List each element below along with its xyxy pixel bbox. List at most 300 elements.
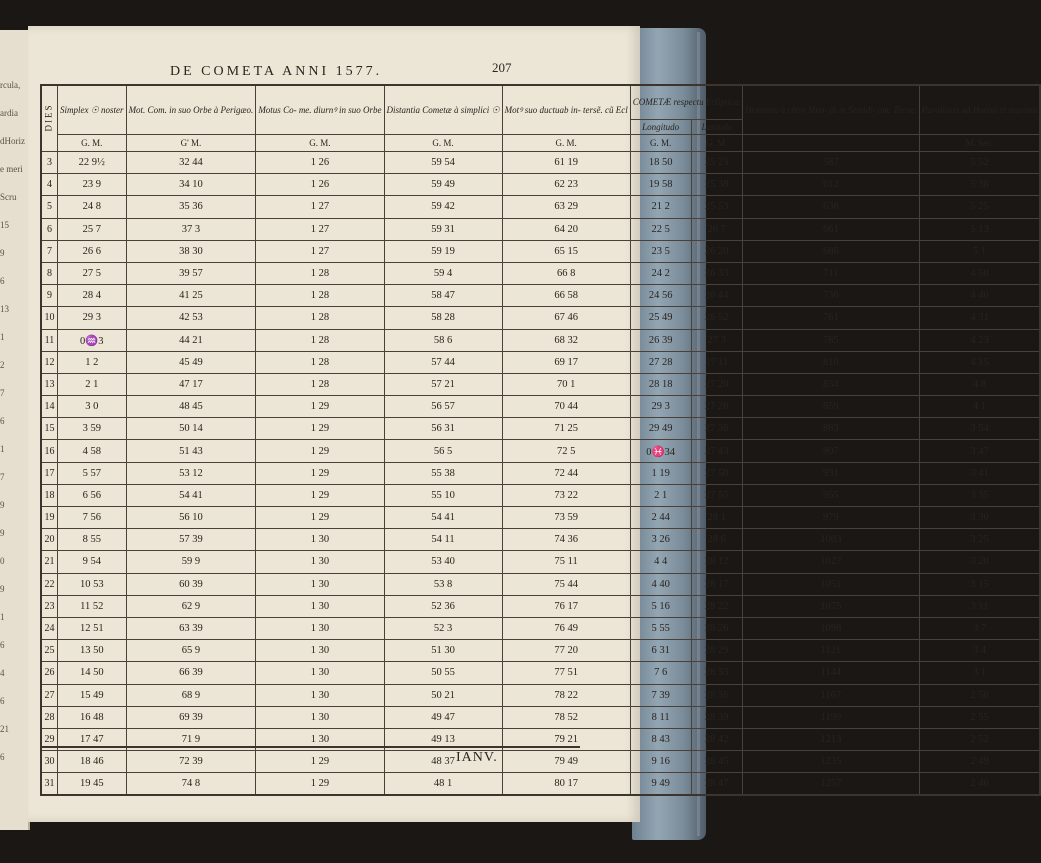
table-cell: 79 49 xyxy=(502,751,630,773)
table-cell: 5 55 xyxy=(630,617,691,639)
day-cell: 8 xyxy=(41,262,58,284)
table-cell: 612 xyxy=(742,174,919,196)
table-cell: 1121 xyxy=(742,640,919,662)
left-page-fragment: 0 xyxy=(0,556,5,566)
table-cell: 69 39 xyxy=(126,706,256,728)
table-cell: 3 11 xyxy=(919,595,1040,617)
table-cell: 54 41 xyxy=(126,484,256,506)
table-cell: 17 47 xyxy=(58,728,127,750)
table-cell: 28 42 xyxy=(691,728,742,750)
table-cell: 4 40 xyxy=(919,285,1040,307)
table-cell: 3 30 xyxy=(919,507,1040,529)
table-cell: 26 20 xyxy=(691,240,742,262)
table-cell: 3 15 xyxy=(919,573,1040,595)
table-cell: 1 28 xyxy=(256,373,384,395)
table-row xyxy=(41,240,1040,262)
left-page-fragment: 15 xyxy=(0,220,9,230)
table-cell: 47 17 xyxy=(126,373,256,395)
table-cell: 26 39 xyxy=(630,329,691,351)
table-cell: 11 52 xyxy=(58,595,127,617)
left-page-fragment: 7 xyxy=(0,472,5,482)
table-row xyxy=(41,617,1040,639)
day-cell: 5 xyxy=(41,196,58,218)
table-cell: 26 6 xyxy=(58,240,127,262)
table-cell: 24 8 xyxy=(58,196,127,218)
table-cell: 55 38 xyxy=(384,462,502,484)
table-cell: 78 52 xyxy=(502,706,630,728)
table-row xyxy=(41,595,1040,617)
table-row xyxy=(41,262,1040,284)
table-cell: 12 51 xyxy=(58,617,127,639)
left-page-fragment: 6 xyxy=(0,752,5,762)
table-cell: 26 33 xyxy=(691,262,742,284)
table-cell: 59 54 xyxy=(384,152,502,174)
table-cell: 59 42 xyxy=(384,196,502,218)
table-cell: 58 6 xyxy=(384,329,502,351)
table-cell: 25 49 xyxy=(630,307,691,329)
table-cell: 3 54 xyxy=(919,418,1040,440)
table-cell: 1144 xyxy=(742,662,919,684)
table-cell: 25 38 xyxy=(691,174,742,196)
table-cell: 29 3 xyxy=(58,307,127,329)
left-page-fragment: 9 xyxy=(0,248,5,258)
left-page-fragment: rcula, xyxy=(0,80,21,90)
table-cell: 3 35 xyxy=(919,484,1040,506)
table-cell: 28 6 xyxy=(691,529,742,551)
table-cell: 74 8 xyxy=(126,773,256,796)
table-cell: 7 39 xyxy=(630,684,691,706)
left-page-fragment: 4 xyxy=(0,668,5,678)
table-cell: 0♒3 xyxy=(58,329,127,351)
table-cell: 27 36 xyxy=(691,418,742,440)
table-cell: 1 27 xyxy=(256,240,384,262)
table-cell: 3 20 xyxy=(919,551,1040,573)
day-cell: 15 xyxy=(41,418,58,440)
table-cell: 57 21 xyxy=(384,373,502,395)
day-cell: 26 xyxy=(41,662,58,684)
unit-cell: G. M. xyxy=(502,135,630,152)
table-row xyxy=(41,706,1040,728)
table-cell: 28 12 xyxy=(691,551,742,573)
table-row xyxy=(41,640,1040,662)
table-row xyxy=(41,684,1040,706)
unit-cell: G. M. xyxy=(691,135,742,152)
table-cell: 27 50 xyxy=(691,462,742,484)
table-cell: 3 4 xyxy=(919,640,1040,662)
day-cell: 23 xyxy=(41,595,58,617)
left-page-fragment: 9 xyxy=(0,584,5,594)
table-cell: 27 28 xyxy=(630,351,691,373)
table-cell: 18 46 xyxy=(58,751,127,773)
day-cell: 20 xyxy=(41,529,58,551)
unit-cell: G. M. xyxy=(384,135,502,152)
table-cell: 28 1 xyxy=(691,507,742,529)
left-page-edge xyxy=(0,30,30,830)
left-page-fragment: Scru xyxy=(0,192,17,202)
catchword: IANV. xyxy=(456,750,498,765)
table-cell: 78 22 xyxy=(502,684,630,706)
table-row xyxy=(41,196,1040,218)
table-cell: 1 29 xyxy=(256,751,384,773)
page-number: 207 xyxy=(492,60,512,75)
header-latitudo: Latitudo xyxy=(691,120,742,135)
table-cell: 27 3 xyxy=(691,329,742,351)
table-cell: 5 38 xyxy=(919,174,1040,196)
table-cell: 58 28 xyxy=(384,307,502,329)
unit-cell: G. M. xyxy=(630,135,691,152)
table-row xyxy=(41,484,1040,506)
table-cell: 4 50 xyxy=(919,262,1040,284)
table-cell: 711 xyxy=(742,262,919,284)
table-cell: 1003 xyxy=(742,529,919,551)
left-page-fragment: 1 xyxy=(0,332,5,342)
day-cell: 28 xyxy=(41,706,58,728)
table-cell: 8 43 xyxy=(630,728,691,750)
day-cell: 11 xyxy=(41,329,58,351)
table-cell: 65 15 xyxy=(502,240,630,262)
table-cell: 883 xyxy=(742,418,919,440)
table-cell: 5 52 xyxy=(919,152,1040,174)
table-cell: 26 52 xyxy=(691,307,742,329)
table-cell: 1 30 xyxy=(256,595,384,617)
table-cell: 27 5 xyxy=(58,262,127,284)
table-cell: 26 44 xyxy=(691,285,742,307)
table-cell: 49 47 xyxy=(384,706,502,728)
table-row xyxy=(41,751,1040,773)
table-cell: 27 43 xyxy=(691,440,742,462)
table-cell: 979 xyxy=(742,507,919,529)
table-cell: 1 29 xyxy=(256,418,384,440)
left-page-fragment: 9 xyxy=(0,528,5,538)
table-cell: 27 55 xyxy=(691,484,742,506)
table-cell: 1075 xyxy=(742,595,919,617)
units-row xyxy=(41,135,1040,152)
header-parallaxis: Parallaxis ad Horizõ tẽ maxima xyxy=(919,85,1040,135)
table-cell: 2 1 xyxy=(630,484,691,506)
table-cell: 14 50 xyxy=(58,662,127,684)
table-cell: 4 4 xyxy=(630,551,691,573)
ephemeris-table xyxy=(40,84,1041,796)
table-cell: 61 19 xyxy=(502,152,630,174)
table-cell: 3 26 xyxy=(630,529,691,551)
table-cell: 1 30 xyxy=(256,706,384,728)
header-distantia: Distantia Cometæ à simplici ☉ xyxy=(384,85,502,135)
day-cell: 29 xyxy=(41,728,58,750)
table-row xyxy=(41,218,1040,240)
left-page-fragment: 21 xyxy=(0,724,9,734)
table-cell: 49 13 xyxy=(384,728,502,750)
table-cell: 59 19 xyxy=(384,240,502,262)
table-cell: 1 30 xyxy=(256,529,384,551)
day-cell: 27 xyxy=(41,684,58,706)
table-cell: 8 55 xyxy=(58,529,127,551)
table-cell: 8 11 xyxy=(630,706,691,728)
table-cell: 28 18 xyxy=(630,373,691,395)
left-page-fragment: ardia xyxy=(0,108,18,118)
table-cell: 3 1 xyxy=(919,662,1040,684)
table-cell: 4 8 xyxy=(919,373,1040,395)
table-cell: 1 2 xyxy=(58,351,127,373)
day-cell: 17 xyxy=(41,462,58,484)
table-cell: 56 31 xyxy=(384,418,502,440)
left-page-fragment: dHoriz xyxy=(0,136,25,146)
table-cell: 2 44 xyxy=(630,507,691,529)
table-row xyxy=(41,551,1040,573)
table-row xyxy=(41,307,1040,329)
table-cell: 56 10 xyxy=(126,507,256,529)
table-cell: 73 59 xyxy=(502,507,630,529)
table-cell: 74 36 xyxy=(502,529,630,551)
day-cell: 7 xyxy=(41,240,58,262)
table-cell: 1257 xyxy=(742,773,919,796)
table-cell: 1 29 xyxy=(256,773,384,796)
table-cell: 5 13 xyxy=(919,218,1040,240)
table-cell: 57 39 xyxy=(126,529,256,551)
unit-cell: G' M. xyxy=(126,135,256,152)
header-dies: DIES xyxy=(41,85,58,152)
table-cell: 3 7 xyxy=(919,617,1040,639)
table-cell: 38 30 xyxy=(126,240,256,262)
day-cell: 22 xyxy=(41,573,58,595)
table-cell: 3 41 xyxy=(919,462,1040,484)
table-cell: 27 28 xyxy=(691,396,742,418)
header-distantia-centro: Distantia à cẽtro Mun- di in Semidi- am. Terræ. xyxy=(742,85,919,135)
table-cell: 21 2 xyxy=(630,196,691,218)
table-row xyxy=(41,396,1040,418)
day-cell: 31 xyxy=(41,773,58,796)
table-cell: 53 40 xyxy=(384,551,502,573)
table-cell: 1 27 xyxy=(256,218,384,240)
table-header-row xyxy=(41,85,1040,120)
table-cell: 661 xyxy=(742,218,919,240)
table-cell: 5 57 xyxy=(58,462,127,484)
table-cell: 54 11 xyxy=(384,529,502,551)
table-cell: 45 49 xyxy=(126,351,256,373)
table-cell: 2 58 xyxy=(919,684,1040,706)
table-cell: 6 31 xyxy=(630,640,691,662)
table-cell: 1 28 xyxy=(256,329,384,351)
table-cell: 72 5 xyxy=(502,440,630,462)
table-cell: 32 44 xyxy=(126,152,256,174)
left-page-fragment: 1 xyxy=(0,612,5,622)
table-cell: 29 3 xyxy=(630,396,691,418)
table-cell: 1213 xyxy=(742,728,919,750)
table-cell: 55 10 xyxy=(384,484,502,506)
table-row xyxy=(41,507,1040,529)
table-cell: 68 32 xyxy=(502,329,630,351)
header-motus-ductus: Motꝰ suo ductuab in- tersẽ. cũ Ecl xyxy=(502,85,630,135)
table-cell: 51 30 xyxy=(384,640,502,662)
left-page-fragment: 6 xyxy=(0,416,5,426)
table-cell: 761 xyxy=(742,307,919,329)
table-cell: 636 xyxy=(742,196,919,218)
table-cell: 28 29 xyxy=(691,640,742,662)
table-cell: 66 58 xyxy=(502,285,630,307)
table-cell: 50 14 xyxy=(126,418,256,440)
table-cell: 1 30 xyxy=(256,551,384,573)
table-cell: 62 9 xyxy=(126,595,256,617)
table-cell: 35 36 xyxy=(126,196,256,218)
day-cell: 4 xyxy=(41,174,58,196)
table-row xyxy=(41,662,1040,684)
table-row xyxy=(41,152,1040,174)
table-cell: 72 39 xyxy=(126,751,256,773)
table-cell: 19 58 xyxy=(630,174,691,196)
table-cell: 22 5 xyxy=(630,218,691,240)
table-cell: 1 29 xyxy=(256,396,384,418)
table-cell: 1 27 xyxy=(256,196,384,218)
day-cell: 13 xyxy=(41,373,58,395)
table-cell: 34 10 xyxy=(126,174,256,196)
table-cell: 7 56 xyxy=(58,507,127,529)
table-cell: 587 xyxy=(742,152,919,174)
table-cell: 28 26 xyxy=(691,617,742,639)
table-cell: 4 58 xyxy=(58,440,127,462)
table-cell: 907 xyxy=(742,440,919,462)
left-page-fragment: 9 xyxy=(0,500,5,510)
table-cell: 1 29 xyxy=(256,507,384,529)
table-cell: 931 xyxy=(742,462,919,484)
table-cell: 2 49 xyxy=(919,751,1040,773)
table-cell: 75 11 xyxy=(502,551,630,573)
table-cell: 68 9 xyxy=(126,684,256,706)
table-cell: 10 53 xyxy=(58,573,127,595)
unit-cell: M. Sec. xyxy=(919,135,1040,152)
table-cell: 79 21 xyxy=(502,728,630,750)
left-page-fragment: 13 xyxy=(0,304,9,314)
table-cell: 59 31 xyxy=(384,218,502,240)
table-cell: 70 1 xyxy=(502,373,630,395)
table-cell: 28 22 xyxy=(691,595,742,617)
table-cell: 25 7 xyxy=(58,218,127,240)
table-cell: 62 23 xyxy=(502,174,630,196)
header-motus-diurnal: Motus Co- me. diurnꝰ in suo Orbe xyxy=(256,85,384,135)
table-row xyxy=(41,440,1040,462)
table-cell: 1235 xyxy=(742,751,919,773)
table-cell: 9 54 xyxy=(58,551,127,573)
table-cell: 1 29 xyxy=(256,462,384,484)
table-cell: 59 9 xyxy=(126,551,256,573)
left-page-fragment: 6 xyxy=(0,276,5,286)
table-cell: 9 49 xyxy=(630,773,691,796)
table-cell: 73 22 xyxy=(502,484,630,506)
table-cell: 3 47 xyxy=(919,440,1040,462)
table-cell: 1 29 xyxy=(256,484,384,506)
table-cell: 41 25 xyxy=(126,285,256,307)
table-cell: 24 56 xyxy=(630,285,691,307)
table-cell: 859 xyxy=(742,396,919,418)
table-row xyxy=(41,462,1040,484)
table-cell: 1 30 xyxy=(256,728,384,750)
left-page-fragment: 6 xyxy=(0,640,5,650)
header-longitudo: Longitudo xyxy=(630,120,691,135)
table-cell: 4 31 xyxy=(919,307,1040,329)
table-cell: 28 17 xyxy=(691,573,742,595)
table-cell: 13 50 xyxy=(58,640,127,662)
day-cell: 30 xyxy=(41,751,58,773)
table-cell: 1 28 xyxy=(256,307,384,329)
table-cell: 66 8 xyxy=(502,262,630,284)
day-cell: 24 xyxy=(41,617,58,639)
table-cell: 736 xyxy=(742,285,919,307)
table-cell: 66 39 xyxy=(126,662,256,684)
table-row xyxy=(41,573,1040,595)
table-cell: 65 9 xyxy=(126,640,256,662)
table-cell: 1 30 xyxy=(256,573,384,595)
table-cell: 59 4 xyxy=(384,262,502,284)
table-cell: 39 57 xyxy=(126,262,256,284)
table-cell: 80 17 xyxy=(502,773,630,796)
table-cell: 1190 xyxy=(742,706,919,728)
day-cell: 16 xyxy=(41,440,58,462)
table-cell: 37 3 xyxy=(126,218,256,240)
table-cell: 1 28 xyxy=(256,351,384,373)
table-cell: 15 49 xyxy=(58,684,127,706)
table-cell: 1051 xyxy=(742,573,919,595)
table-cell: 5 16 xyxy=(630,595,691,617)
table-cell: 28 39 xyxy=(691,706,742,728)
table-cell: 42 53 xyxy=(126,307,256,329)
table-cell: 4 23 xyxy=(919,329,1040,351)
unit-cell xyxy=(742,135,919,152)
table-cell: 4 1 xyxy=(919,396,1040,418)
table-cell: 71 9 xyxy=(126,728,256,750)
table-cell: 76 17 xyxy=(502,595,630,617)
table-cell: 0♓34 xyxy=(630,440,691,462)
table-cell: 52 3 xyxy=(384,617,502,639)
table-row xyxy=(41,418,1040,440)
header-simplex: Simplex ☉ noster xyxy=(58,85,127,135)
left-page-fragment: 2 xyxy=(0,360,5,370)
table-row xyxy=(41,373,1040,395)
table-cell: 834 xyxy=(742,373,919,395)
table-cell: 2 46 xyxy=(919,773,1040,796)
unit-cell: G. M. xyxy=(58,135,127,152)
table-cell: 955 xyxy=(742,484,919,506)
table-cell: 3 0 xyxy=(58,396,127,418)
table-cell: 23 5 xyxy=(630,240,691,262)
table-cell: 6 56 xyxy=(58,484,127,506)
table-cell: 70 44 xyxy=(502,396,630,418)
table-cell: 64 20 xyxy=(502,218,630,240)
table-cell: 2 55 xyxy=(919,706,1040,728)
table-cell: 22 9½ xyxy=(58,152,127,174)
table-cell: 1 26 xyxy=(256,174,384,196)
table-cell: 686 xyxy=(742,240,919,262)
table-cell: 53 12 xyxy=(126,462,256,484)
table-cell: 72 44 xyxy=(502,462,630,484)
table-cell: 3 59 xyxy=(58,418,127,440)
table-cell: 50 21 xyxy=(384,684,502,706)
table-cell: 1 19 xyxy=(630,462,691,484)
left-page-fragment: 1 xyxy=(0,444,5,454)
table-cell: 27 20 xyxy=(691,373,742,395)
table-cell: 56 5 xyxy=(384,440,502,462)
table-cell: 26 7 xyxy=(691,218,742,240)
table-row xyxy=(41,773,1040,796)
table-cell: 2 1 xyxy=(58,373,127,395)
table-cell: 1 29 xyxy=(256,440,384,462)
day-cell: 6 xyxy=(41,218,58,240)
table-cell: 51 43 xyxy=(126,440,256,462)
day-cell: 21 xyxy=(41,551,58,573)
table-cell: 25 53 xyxy=(691,196,742,218)
table-cell: 44 21 xyxy=(126,329,256,351)
table-cell: 9 16 xyxy=(630,751,691,773)
table-cell: 29 49 xyxy=(630,418,691,440)
table-cell: 48 1 xyxy=(384,773,502,796)
table-cell: 25 23 xyxy=(691,152,742,174)
